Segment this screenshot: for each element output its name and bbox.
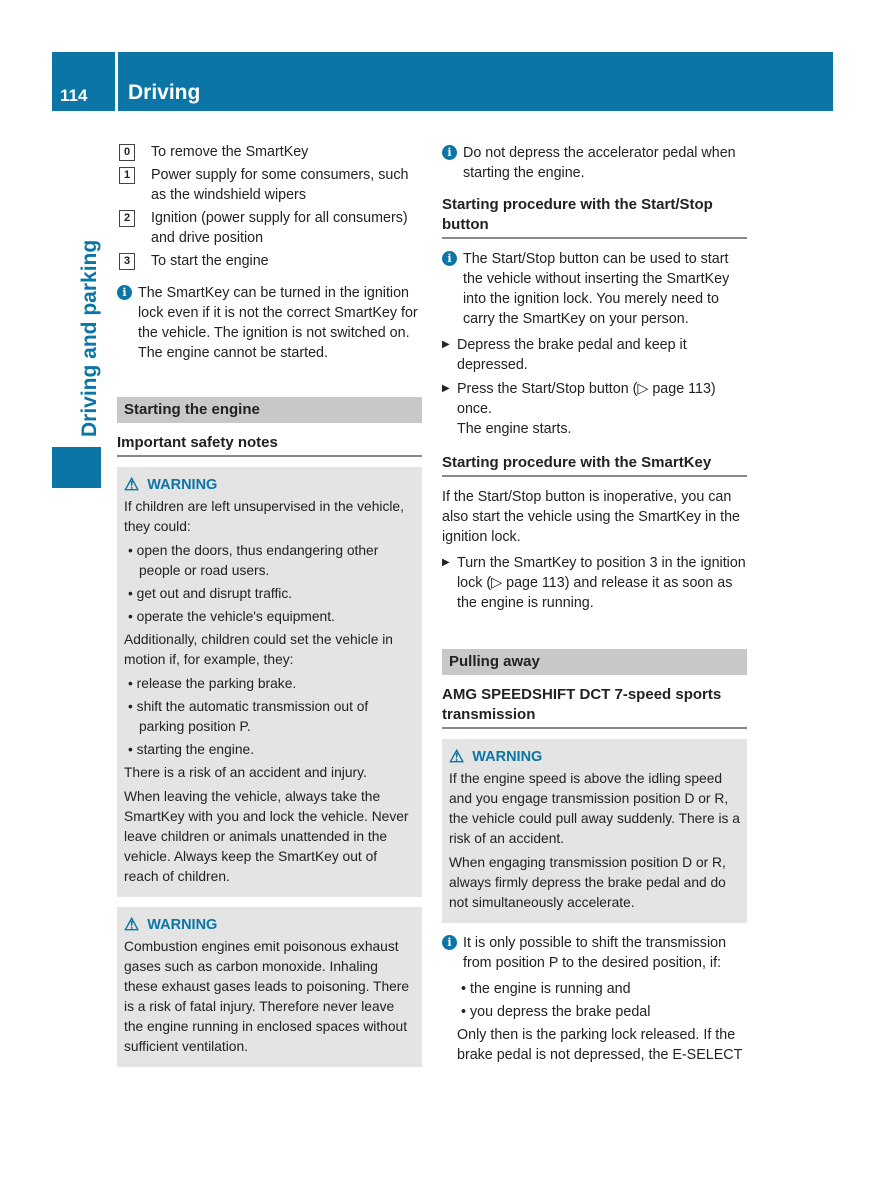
step-result: The engine starts. — [457, 421, 572, 437]
bullet: • starting the engine. — [128, 742, 255, 757]
position-text: Ignition (power supply for all consumers) and drive position — [151, 210, 408, 246]
position-number: 3 — [119, 253, 135, 270]
position-number: 0 — [119, 144, 135, 161]
warning-text: When engaging transmission position D or R, always firmly depress the brake pedal and do not simultaneously accelerate. — [449, 855, 726, 910]
info-icon: i — [442, 251, 457, 266]
bullet: • operate the vehicle's equipment. — [128, 609, 335, 624]
bullet: • release the parking brake. — [128, 676, 297, 691]
info-icon: i — [442, 145, 457, 160]
position-text: Power supply for some consumers, such as the windshield wipers — [151, 167, 409, 203]
step — [442, 553, 747, 613]
section-heading: Pulling away — [442, 649, 747, 675]
info-note — [442, 933, 747, 973]
subheading: Important safety notes — [117, 433, 422, 457]
bullet: • you depress the brake pedal — [461, 1004, 651, 1020]
bullet: • the engine is running and — [461, 981, 631, 997]
page-number: 114 — [60, 86, 88, 105]
info-note — [442, 143, 747, 183]
info-text: It is only possible to shift the transmission from position P to the desired position, if: — [463, 935, 727, 971]
step-text: Turn the SmartKey to position 3 in the ignition lock (▷ page 113) and release it as soon as the engine is running. — [457, 555, 746, 611]
info-note — [117, 283, 422, 363]
info-icon: i — [117, 285, 132, 300]
position-item — [117, 251, 422, 271]
step-arrow-icon: ▶ — [442, 339, 450, 350]
bullet: • shift the automatic transmission out of parking position P. — [128, 699, 369, 734]
bullet-text: you depress the brake pedal — [469, 1004, 651, 1020]
position-item — [117, 165, 422, 205]
warning-text: Additionally, children could set the vehicle in motion if, for example, they: — [124, 632, 393, 667]
step-text: Press the Start/Stop button (▷ page 113) once. — [457, 381, 716, 417]
step-arrow-icon: ▶ — [442, 557, 450, 568]
step — [442, 335, 747, 375]
bullet: • open the doors, thus endangering other people or road users. — [128, 543, 379, 578]
subheading: Starting procedure with the Start/Stop button — [442, 195, 747, 239]
info-text: The SmartKey can be turned in the ignition lock even if it is not the correct SmartKey for the vehicle. The ignition is not switched on. The engine cannot be started. — [138, 285, 418, 361]
right-column — [442, 143, 747, 1071]
warning-title: WARNING — [147, 917, 218, 933]
page-title: Driving — [128, 81, 201, 104]
warning-title: WARNING — [147, 477, 218, 493]
side-tab-label: Driving and parking — [78, 239, 101, 437]
warning-box — [117, 907, 422, 1067]
side-tab-marker — [52, 447, 101, 488]
info-icon: i — [442, 935, 457, 950]
info-note — [442, 249, 747, 329]
header-divider — [115, 52, 118, 111]
step — [442, 379, 747, 419]
subheading: Starting procedure with the SmartKey — [442, 453, 747, 477]
bullet-text: shift the automatic transmission out of parking position P. — [136, 699, 369, 734]
warning-box — [117, 467, 422, 897]
bullet: • get out and disrupt traffic. — [128, 586, 293, 601]
warning-triangle-icon: ⚠ — [124, 475, 140, 494]
warning-triangle-icon: ⚠ — [124, 915, 140, 934]
warning-text: When leaving the vehicle, always take the SmartKey with you and lock the vehicle. Never leave children or animals unattended in the vehicle. Always keep the SmartKey out of reach of children. — [124, 789, 409, 884]
section-heading: Starting the engine — [117, 397, 422, 423]
warning-title: WARNING — [472, 749, 543, 765]
position-number: 2 — [119, 210, 135, 227]
step-text: Depress the brake pedal and keep it depressed. — [457, 337, 687, 373]
position-text: To remove the SmartKey — [151, 144, 309, 160]
paragraph: Only then is the parking lock released. If the brake pedal is not depressed, the E-SELECT — [457, 1027, 743, 1063]
step-arrow-icon: ▶ — [442, 383, 450, 394]
left-column — [117, 142, 422, 1077]
bullet-text: starting the engine. — [136, 742, 255, 757]
bullet-text: get out and disrupt traffic. — [136, 586, 293, 601]
position-item — [117, 142, 422, 162]
bullet-text: open the doors, thus endangering other people or road users. — [136, 543, 379, 578]
warning-triangle-icon: ⚠ — [449, 747, 465, 766]
subheading: AMG SPEEDSHIFT DCT 7-speed sports transmission — [442, 685, 747, 729]
warning-text: If the engine speed is above the idling speed and you engage transmission position D or R, the vehicle could pull away suddenly. There is a risk of an accident. — [449, 771, 740, 846]
bullet-text: operate the vehicle's equipment. — [136, 609, 335, 624]
warning-text: If children are left unsupervised in the vehicle, they could: — [124, 499, 404, 534]
position-item — [117, 208, 422, 248]
paragraph: If the Start/Stop button is inoperative, you can also start the vehicle using the SmartKey in the ignition lock. — [442, 489, 741, 545]
position-number: 1 — [119, 167, 135, 184]
warning-text: There is a risk of an accident and injury. — [124, 765, 367, 780]
info-text: The Start/Stop button can be used to start the vehicle without inserting the SmartKey into the ignition lock. You merely need to carry the SmartKey on your person. — [463, 251, 730, 327]
bullet-text: the engine is running and — [469, 981, 631, 997]
bullet-text: release the parking brake. — [136, 676, 297, 691]
position-text: To start the engine — [151, 253, 269, 269]
warning-box — [442, 739, 747, 923]
warning-text: Combustion engines emit poisonous exhaust gases such as carbon monoxide. Inhaling these exhaust gases leads to poisoning. There is a risk of fatal injury. Therefore never leave the engine running in enclosed spaces without sufficient ventilation. — [124, 939, 410, 1054]
info-text: Do not depress the accelerator pedal when starting the engine. — [463, 145, 736, 181]
